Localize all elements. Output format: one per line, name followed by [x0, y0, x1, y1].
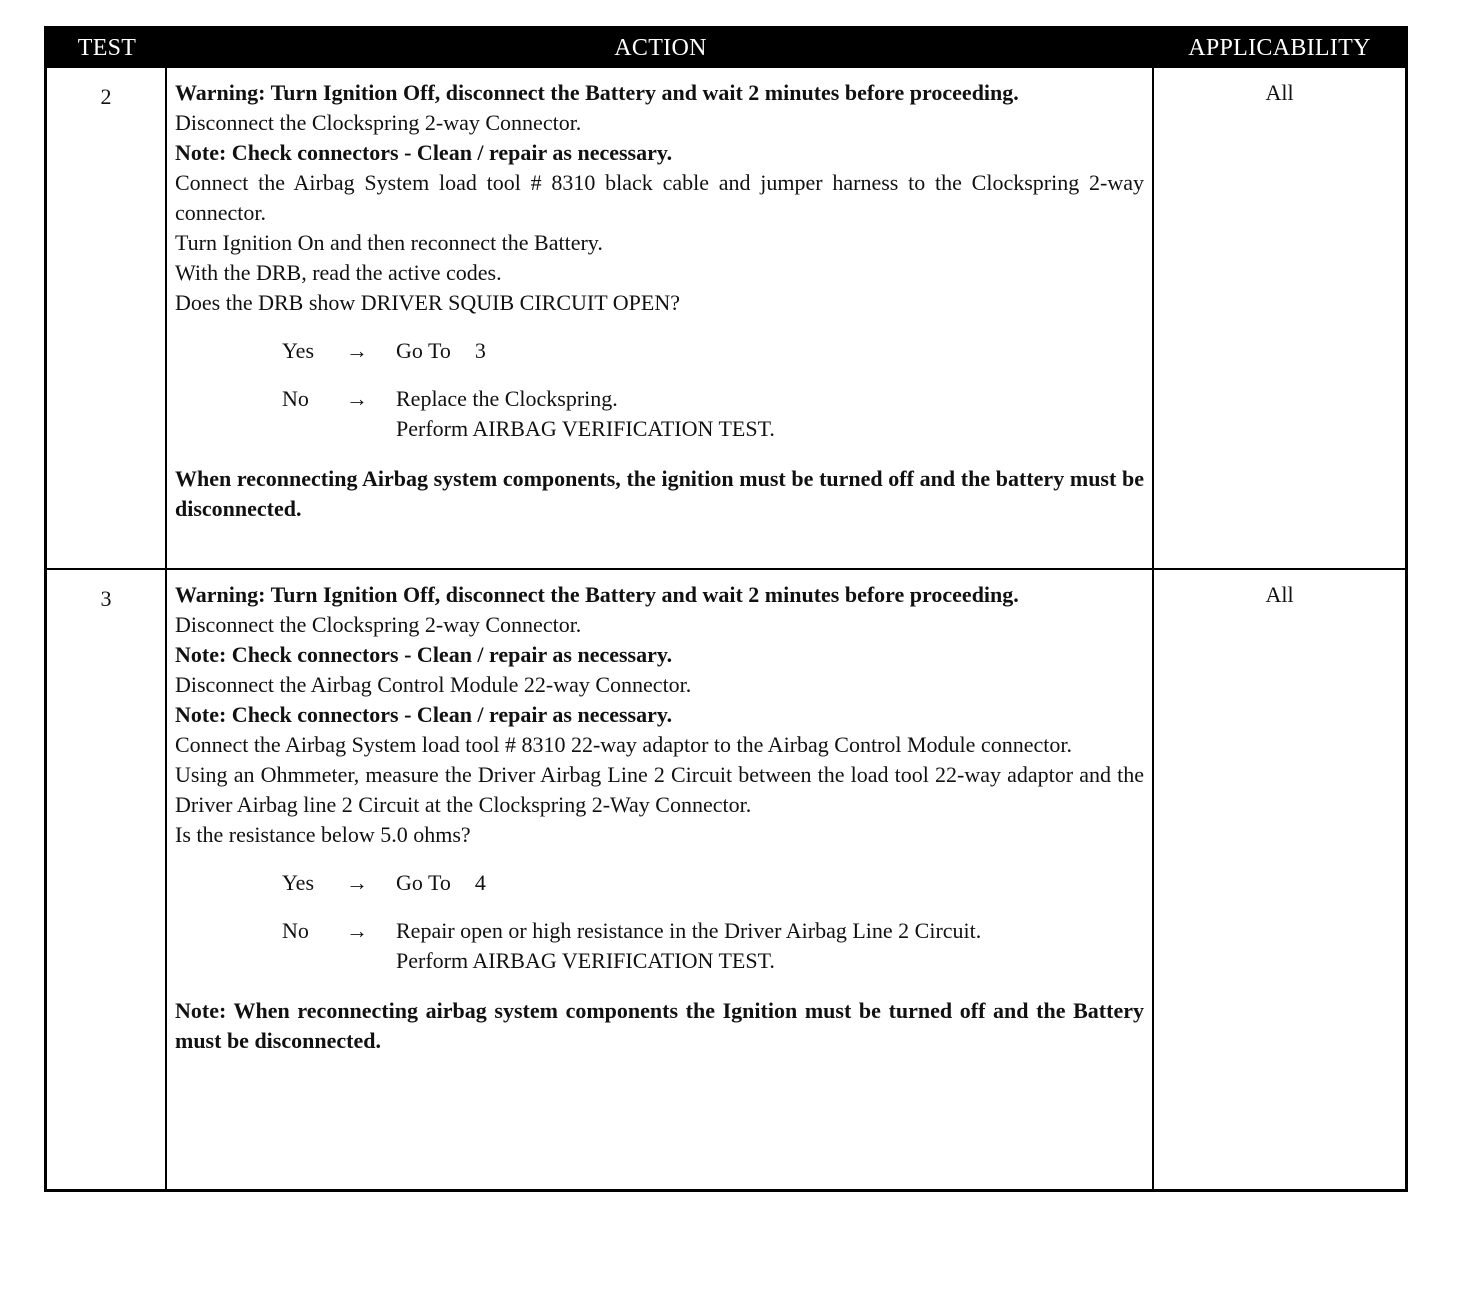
table-header [47, 29, 1405, 68]
no-result-line: Perform AIRBAG VERIFICATION TEST. [396, 416, 775, 441]
no-result-line: Repair open or high resistance in the Driver Airbag Line 2 Circuit. [396, 918, 982, 943]
action-line: Connect the Airbag System load tool # 8310 22-way adaptor to the Airbag Control Module connector. [175, 732, 1072, 757]
footer-note: When reconnecting Airbag system components, the ignition must be turned off and the battery must be disconnected. [175, 466, 1144, 521]
arrow-icon: → [346, 870, 368, 895]
action-line: Turn Ignition On and then reconnect the Battery. [175, 230, 603, 255]
yes-label: Yes [282, 338, 315, 363]
note-text: Note: Check connectors - Clean / repair as necessary. [175, 642, 673, 667]
yes-branch [282, 336, 1144, 366]
no-label: No [282, 386, 309, 411]
action-cell [167, 570, 1154, 1189]
yes-result: Go To 4 [396, 870, 486, 895]
yes-branch [282, 868, 1144, 898]
header-test: TEST [77, 35, 137, 61]
action-line: With the DRB, read the active codes. [175, 260, 502, 285]
no-result-line: Perform AIRBAG VERIFICATION TEST. [396, 948, 775, 973]
table-row-test-2 [47, 68, 1405, 568]
action-line: Connect the Airbag System load tool # 8310 black cable and jumper harness to the Clockspring 2-way connector. [175, 170, 1144, 225]
test-number: 2 [47, 68, 167, 568]
action-cell [167, 68, 1154, 568]
goto-test-number: 3 [474, 338, 486, 363]
arrow-icon: → [346, 918, 368, 943]
applicability-cell: All [1265, 80, 1294, 105]
action-line: Does the DRB show DRIVER SQUIB CIRCUIT OPEN? [175, 290, 680, 315]
header-action: ACTION [614, 35, 707, 61]
no-result [396, 384, 1144, 444]
no-result-line: Replace the Clockspring. [396, 386, 618, 411]
footer-note: Note: When reconnecting airbag system components the Ignition must be turned off and the Battery must be disconnected. [175, 998, 1144, 1053]
test-number: 3 [47, 570, 167, 1189]
action-line: Disconnect the Clockspring 2-way Connector. [175, 612, 582, 637]
note-text: Note: Check connectors - Clean / repair as necessary. [175, 702, 673, 727]
warning-text: Warning: Turn Ignition Off, disconnect the Battery and wait 2 minutes before proceeding. [175, 80, 1019, 105]
arrow-icon: → [346, 386, 368, 411]
goto-test-number: 4 [474, 870, 486, 895]
diagnostic-table [44, 26, 1408, 1192]
warning-text: Warning: Turn Ignition Off, disconnect the Battery and wait 2 minutes before proceeding. [175, 582, 1019, 607]
action-line: Disconnect the Airbag Control Module 22-way Connector. [175, 672, 692, 697]
table-row-test-3 [47, 568, 1405, 1189]
no-label: No [282, 918, 309, 943]
action-line: Disconnect the Clockspring 2-way Connector. [175, 110, 582, 135]
note-text: Note: Check connectors - Clean / repair as necessary. [175, 140, 673, 165]
arrow-icon: → [346, 338, 368, 363]
action-line: Is the resistance below 5.0 ohms? [175, 822, 471, 847]
header-applicability: APPLICABILITY [1188, 35, 1371, 61]
no-result [396, 916, 1144, 976]
applicability-cell: All [1265, 582, 1294, 607]
no-branch [282, 916, 1144, 976]
no-branch [282, 384, 1144, 444]
action-line: Using an Ohmmeter, measure the Driver Airbag Line 2 Circuit between the load tool 22-way adaptor and the Driver Airbag line 2 Circuit at the Clockspring 2-Way Connector. [175, 762, 1144, 817]
yes-label: Yes [282, 870, 315, 895]
yes-result: Go To 3 [396, 338, 486, 363]
